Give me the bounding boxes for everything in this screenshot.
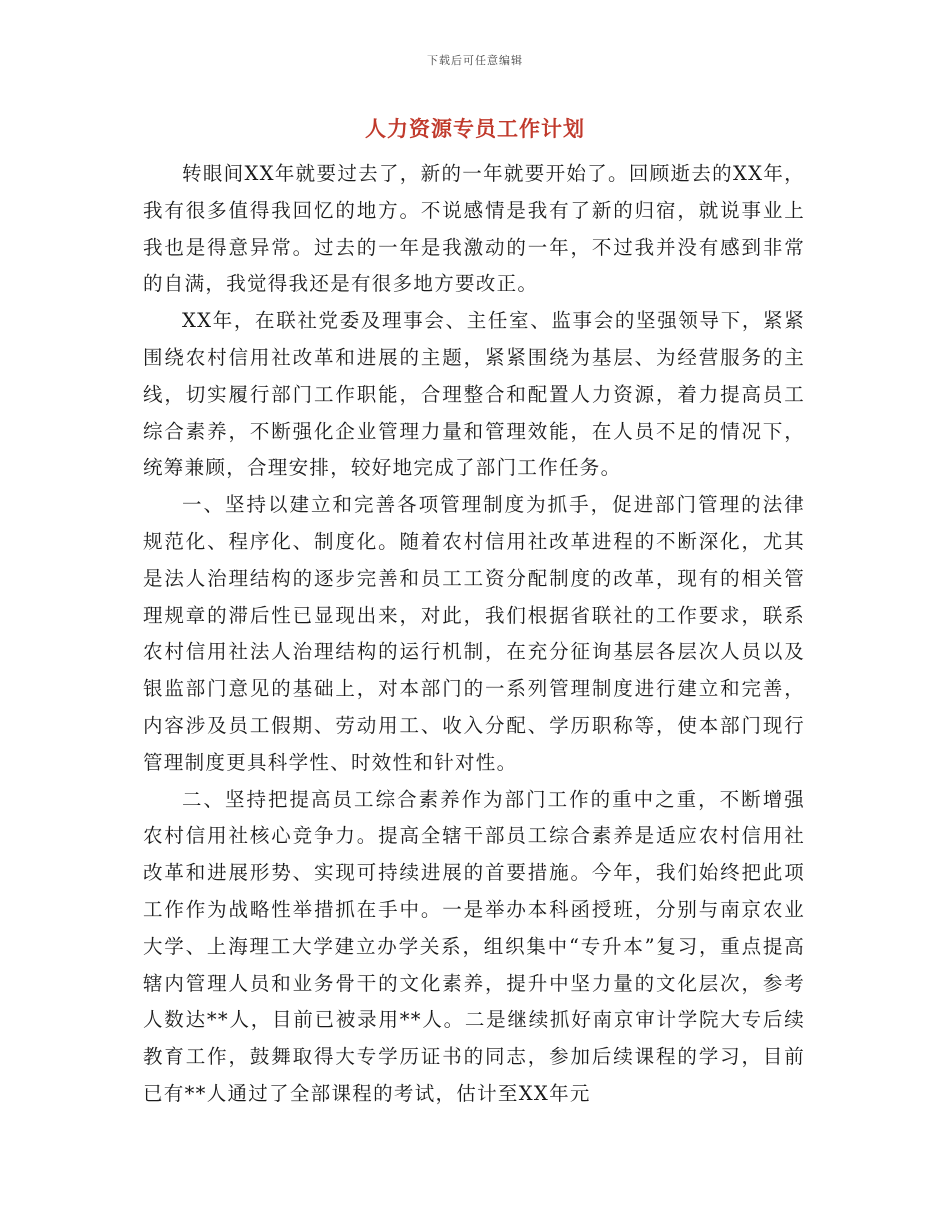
document-title: 人力资源专员工作计划 bbox=[365, 117, 585, 141]
paragraph-section-two: 二、坚持把提高员工综合素养作为部门工作的重中之重，不断增强农村信用社核心竞争力。提高全辖干部员工综合素养是适应农村信用社改革和进展形势、实现可持续进展的首要措施。今年，我们始终把此项工作作为战略性举措抓在手中。一是举办本科函授班，分别与南京农业大学、上海理工大学建立办学关系，组织集中“专升本”复习，重点提高辖内管理人员和业务骨干的文化素养，提升中坚力量的文化层次，参考人数达**人，目前已被录用**人。二是继续抓好南京审计学院大专后续教育工作，鼓舞取得大专学历证书的同志，参加后续课程的学习，目前已有**人通过了全部课程的考试，估计至XX年元 bbox=[143, 787, 805, 1105]
paragraph-summary: XX年，在联社党委及理事会、主任室、监事会的坚强领导下，紧紧围绕农村信用社改革和进展的主题，紧紧围绕为基层、为经营服务的主线，切实履行部门工作职能，合理整合和配置人力资源，着力提高员工综合素养，不断强化企业管理力量和管理效能，在人员不足的情况下，统筹兼顾，合理安排，较好地完成了部门工作任务。 bbox=[143, 309, 805, 480]
document-body bbox=[143, 156, 805, 1113]
header-note: 下载后可任意编辑 bbox=[427, 54, 523, 67]
paragraph-section-one: 一、坚持以建立和完善各项管理制度为抓手，促进部门管理的法律规范化、程序化、制度化。随着农村信用社改革进程的不断深化，尤其是法人治理结构的逐步完善和员工工资分配制度的改革，现有的相关管理规章的滞后性已显现出来，对此，我们根据省联社的工作要求，联系农村信用社法人治理结构的运行机制，在充分征询基层各层次人员以及银监部门意见的基础上，对本部门的一系列管理制度进行建立和完善，内容涉及员工假期、劳动用工、收入分配、学历职称等，使本部门现行管理制度更具科学性、时效性和针对性。 bbox=[143, 493, 805, 774]
paragraph-intro: 转眼间XX年就要过去了，新的一年就要开始了。回顾逝去的XX年，我有很多值得我回忆的地方。不说感情是我有了新的归宿，就说事业上我也是得意异常。过去的一年是我激动的一年，不过我并没有感到非常的自满，我觉得我还是有很多地方要改正。 bbox=[143, 162, 805, 296]
